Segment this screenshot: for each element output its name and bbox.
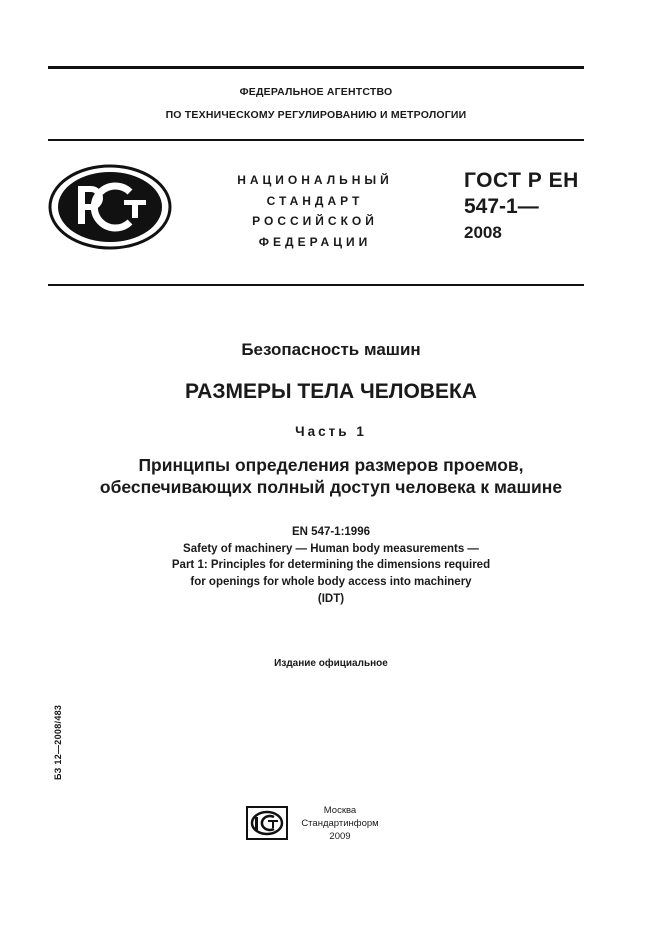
english-line-3: for openings for whole body access into machinery: [190, 576, 472, 588]
title-subtitle-line-1: Принципы определения размеров проемов,: [138, 455, 524, 475]
national-standard-line-3: РОССИЙСКОЙ: [252, 214, 378, 228]
publisher-name: Стандартинформ: [301, 818, 379, 829]
agency-line-1: ФЕДЕРАЛЬНОЕ АГЕНТСТВО: [239, 86, 393, 98]
national-standard-line-1: НАЦИОНАЛЬНЫЙ: [237, 173, 393, 187]
english-line-2: Part 1: Principles for determining the dimensions required: [171, 559, 491, 571]
rst-certification-mark-icon: [48, 164, 172, 250]
english-code: EN 547-1:1996: [292, 526, 370, 538]
top-rule: [48, 66, 584, 69]
designation-line-3: 2008: [464, 223, 502, 242]
publisher-year: 2009: [329, 831, 351, 842]
designation-line-1: ГОСТ Р ЕН: [464, 169, 579, 192]
title-subtitle-line-2: обеспечивающих полный доступ человека к машине: [99, 477, 563, 497]
english-line-1: Safety of machinery — Human body measurements —: [183, 543, 479, 555]
standard-designation: [464, 168, 579, 246]
english-line-4: (IDT): [317, 593, 345, 605]
title-part: Часть 1: [295, 424, 367, 439]
edition-note: Издание официальное: [274, 658, 388, 669]
title-main: РАЗМЕРЫ ТЕЛА ЧЕЛОВЕКА: [185, 380, 477, 403]
publisher-block: [296, 804, 384, 843]
standartinform-logo-icon: [246, 806, 288, 840]
national-standard-heading: [210, 170, 420, 252]
side-code: БЗ 12—2008/483: [53, 704, 63, 780]
national-standard-line-2: СТАНДАРТ: [266, 193, 364, 208]
agency-line-2: ПО ТЕХНИЧЕСКОМУ РЕГУЛИРОВАНИЮ И МЕТРОЛОГИИ: [165, 109, 467, 121]
designation-line-2: 547-1—: [464, 195, 539, 218]
header-rule: [48, 139, 584, 141]
publisher-city: Москва: [323, 805, 357, 816]
national-standard-line-4: ФЕДЕРАЦИИ: [258, 234, 372, 249]
title-category: Безопасность машин: [241, 340, 421, 359]
title-block-rule: [48, 284, 584, 286]
